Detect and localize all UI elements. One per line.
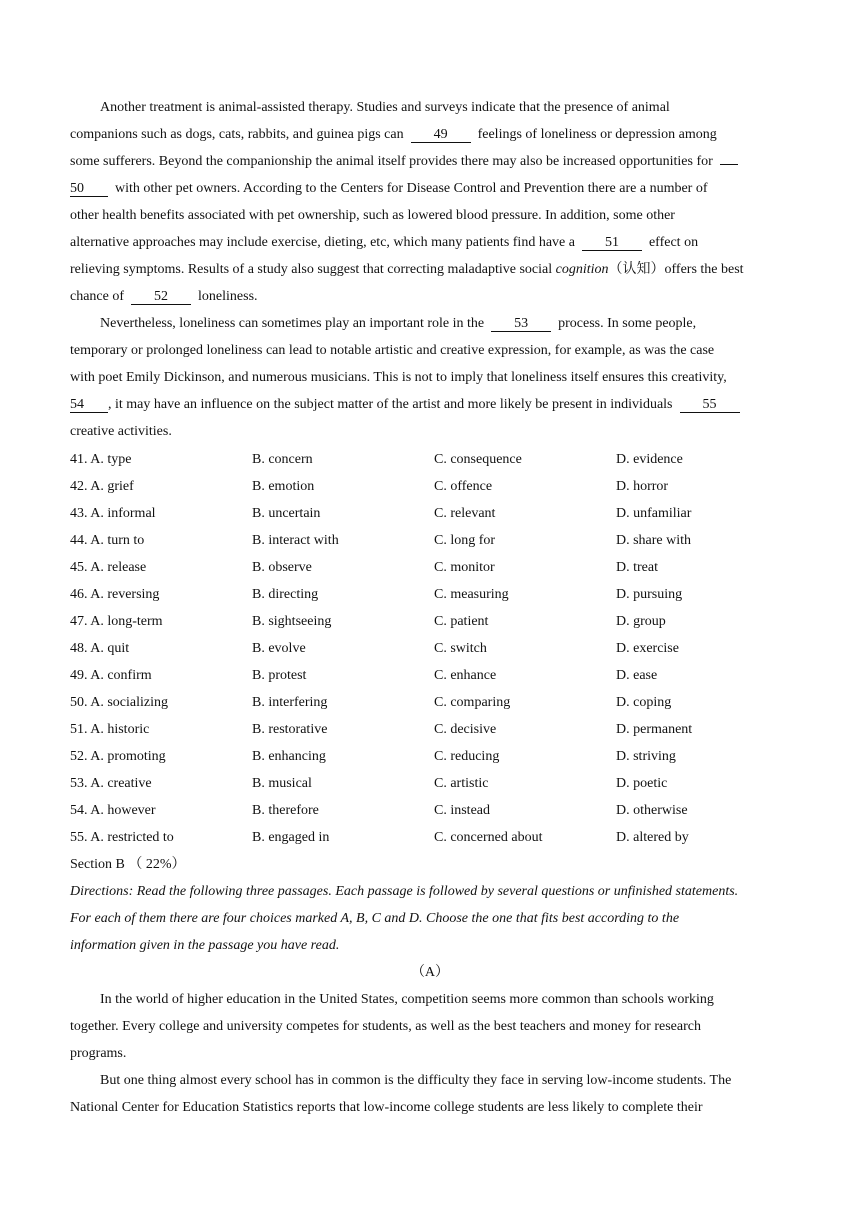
blank-52: 52 <box>131 289 191 305</box>
option-item-b: B. uncertain <box>252 506 321 521</box>
option-item-a: 51. A. historic <box>70 722 150 737</box>
option-item-c: C. reducing <box>434 749 500 764</box>
option-item-b: B. interfering <box>252 695 328 710</box>
option-item-b: B. protest <box>252 668 307 683</box>
option-item-b: B. sightseeing <box>252 614 332 629</box>
option-item-d: D. poetic <box>616 776 668 791</box>
option-item-b: B. emotion <box>252 479 315 494</box>
option-item-b: B. enhancing <box>252 749 326 764</box>
option-item-d: D. otherwise <box>616 803 688 818</box>
option-item-d: D. ease <box>616 668 658 683</box>
blank-50-start <box>720 164 738 165</box>
option-item-b: B. restorative <box>252 722 328 737</box>
blank-55: 55 <box>680 397 740 413</box>
p2-line-4: 54 , it may have an influence on the subject matter of the artist and more likely be present in individuals 55 <box>70 396 740 414</box>
passage-a-line-1: In the world of higher education in the United States, competition seems more common than schools working <box>100 992 714 1007</box>
p1-line-1: Another treatment is animal-assisted therapy. Studies and surveys indicate that the presence of animal <box>100 100 670 115</box>
passage-a-line-4: But one thing almost every school has in common is the difficulty they face in serving low-income students. The <box>100 1073 732 1088</box>
option-item-a: 44. A. turn to <box>70 533 145 548</box>
p1-line-2: companions such as dogs, cats, rabbits, and guinea pigs can 49 feelings of loneliness or depression among <box>70 127 717 142</box>
blank-54: 54 <box>70 397 108 413</box>
option-item-a: 53. A. creative <box>70 776 152 791</box>
option-item-d: D. striving <box>616 749 676 764</box>
p2-line-3: with poet Emily Dickinson, and numerous musicians. This is not to imply that loneliness itself ensures this creativity, <box>70 370 727 385</box>
option-item-c: C. long for <box>434 533 496 548</box>
option-item-c: C. patient <box>434 614 489 629</box>
p1-line-5: other health benefits associated with pet ownership, such as lowered blood pressure. In addition, some other <box>70 208 675 223</box>
option-item-a: 52. A. promoting <box>70 749 166 764</box>
passage-a-line-5: National Center for Education Statistics reports that low-income college students are less likely to complete their <box>70 1100 703 1115</box>
blank-50: 50 <box>70 181 108 197</box>
option-item-a: 46. A. reversing <box>70 587 160 602</box>
option-item-d: D. treat <box>616 560 658 575</box>
option-item-c: C. instead <box>434 803 490 818</box>
p2-line-1: Nevertheless, loneliness can sometimes play an important role in the 53 process. In some people, <box>100 316 697 331</box>
option-item-b: B. interact with <box>252 533 339 548</box>
option-item-a: 54. A. however <box>70 803 156 818</box>
option-item-b: B. musical <box>252 776 312 791</box>
option-item-d: D. group <box>616 614 666 629</box>
option-item-c: C. measuring <box>434 587 509 602</box>
section-b-heading: Section B （ 22%） <box>70 857 186 872</box>
option-item-d: D. exercise <box>616 641 679 656</box>
directions-line-1: Directions: Read the following three passages. Each passage is followed by several questions or unfinished statements. <box>70 884 739 899</box>
blank-49: 49 <box>411 127 471 143</box>
option-item-d: D. altered by <box>616 830 689 845</box>
passage-a-line-2: together. Every college and university competes for students, as well as the best teachers and money for research <box>70 1019 701 1034</box>
option-item-c: C. artistic <box>434 776 489 791</box>
p1-line-7: relieving symptoms. Results of a study also suggest that correcting maladaptive social cognition（认知）offers the best <box>70 262 744 277</box>
option-item-a: 47. A. long-term <box>70 614 163 629</box>
option-item-a: 49. A. confirm <box>70 668 152 683</box>
option-item-d: D. pursuing <box>616 587 683 602</box>
option-item-a: 48. A. quit <box>70 641 130 656</box>
option-item-d: D. horror <box>616 479 669 494</box>
option-item-d: D. coping <box>616 695 672 710</box>
option-item-a: 45. A. release <box>70 560 147 575</box>
option-item-d: D. share with <box>616 533 692 548</box>
p1-line-8: chance of 52 loneliness. <box>70 289 258 304</box>
directions-line-3: information given in the passage you have read. <box>70 938 340 953</box>
option-item-b: B. therefore <box>252 803 319 818</box>
directions-line-2: For each of them there are four choices marked A, B, C and D. Choose the one that fits best according to the <box>70 911 680 926</box>
option-item-a: 50. A. socializing <box>70 695 168 710</box>
option-item-c: C. offence <box>434 479 493 494</box>
option-item-b: B. directing <box>252 587 319 602</box>
blank-53: 53 <box>491 316 551 332</box>
p1-line-6: alternative approaches may include exercise, dieting, etc, which many patients find have a 51 effect on <box>70 235 699 250</box>
option-item-d: D. permanent <box>616 722 693 737</box>
option-item-a: 55. A. restricted to <box>70 830 174 845</box>
option-item-b: B. evolve <box>252 641 306 656</box>
option-item-c: C. switch <box>434 641 487 656</box>
option-item-b: B. engaged in <box>252 830 330 845</box>
p2-line-2: temporary or prolonged loneliness can lead to notable artistic and creative expression, for example, as was the case <box>70 343 715 358</box>
option-item-c: C. decisive <box>434 722 497 737</box>
option-item-d: D. evidence <box>616 452 683 467</box>
passage-label: （A） <box>410 965 450 980</box>
option-item-a: 43. A. informal <box>70 506 156 521</box>
option-item-c: C. enhance <box>434 668 497 683</box>
option-item-b: B. observe <box>252 560 312 575</box>
option-item-d: D. unfamiliar <box>616 506 692 521</box>
option-item-c: C. relevant <box>434 506 496 521</box>
passage-a-line-3: programs. <box>70 1046 127 1061</box>
option-item-a: 41. A. type <box>70 452 132 467</box>
p2-line-5: creative activities. <box>70 424 172 439</box>
option-item-b: B. concern <box>252 452 313 467</box>
option-item-c: C. concerned about <box>434 830 543 845</box>
option-item-c: C. monitor <box>434 560 495 575</box>
option-item-c: C. comparing <box>434 695 511 710</box>
blank-51: 51 <box>582 235 642 251</box>
option-item-c: C. consequence <box>434 452 522 467</box>
p1-line-3: some sufferers. Beyond the companionship the animal itself provides there may also be increased opportunities for <box>70 153 738 171</box>
p1-line-4: 50 with other pet owners. According to the Centers for Disease Control and Prevention there are a number of <box>70 181 708 196</box>
option-item-a: 42. A. grief <box>70 479 134 494</box>
